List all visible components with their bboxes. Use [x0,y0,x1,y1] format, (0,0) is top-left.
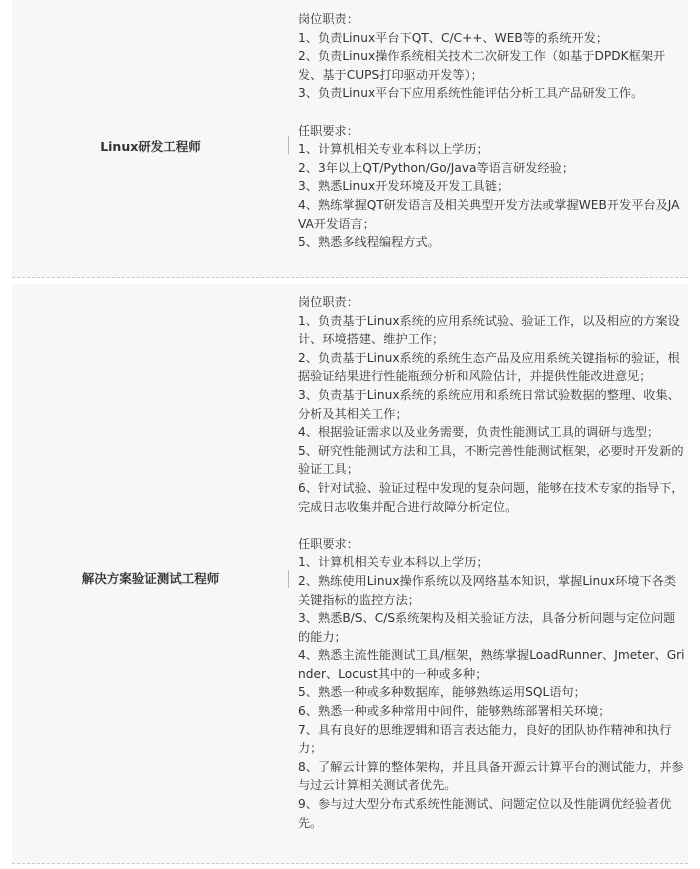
requirement-item: 1、计算机相关专业本科以上学历； [298,142,489,157]
job-title: Linux研发工程师 [100,139,201,154]
duty-item: 2、负责Linux操作系统相关技术二次研发工作（如基于DPDK框架开发、基于CUPS打印驱动开发等）； [298,49,666,82]
requirement-item: 4、熟悉主流性能测试工具/框架，熟练掌握LoadRunner、Jmeter、Grinder、Locust其中的一种或多种； [298,648,685,681]
requirement-item: 8、了解云计算的整体架构，并且具备开源云计算平台的测试能力，并参与过云计算相关测试者优先。 [298,759,684,793]
duty-item: 2、负责基于Linux系统的系统生态产品及应用系统关键指标的验证，根据验证结果进行性能瓶颈分析和风险估计，并提供性能改进意见； [298,350,680,384]
duty-item: 3、负责Linux平台下应用系统性能评估分析工具产品研发工作。 [298,86,644,101]
requirements-heading: 任职要求： [298,536,359,551]
job-description [298,10,686,252]
duty-item: 1、负责Linux平台下QT、C/C++、WEB等的系统开发； [298,30,609,45]
duty-item: 5、研究性能测试方法和工具，不断完善性能测试框架，必要时开发新的验证工具； [298,443,684,477]
job-title: 解决方案验证测试工程师 [81,571,220,586]
requirement-item: 9、参与过大型分布式系统性能测试、问题定位以及性能调优经验者优先。 [298,797,672,830]
duty-item: 6、针对试验、验证过程中发现的复杂问题，能够在技术专家的指导下，完成日志收集并配合进行故障分析定位。 [298,480,684,514]
requirement-item: 1、计算机相关专业本科以上学历； [298,555,489,570]
job-row [12,284,688,864]
job-table [12,0,688,864]
requirements-heading: 任职要求： [298,123,359,138]
requirement-item: 3、熟悉B/S、C/S系统架构及相关验证方法，具备分析问题与定位问题的能力； [298,611,676,644]
job-row [12,0,688,278]
requirement-item: 2、3年以上QT/Python/Go/Java等语言研发经验； [298,160,575,175]
requirement-item: 3、熟悉Linux开发环境及开发工具链； [298,179,510,194]
duties-heading: 岗位职责： [298,295,359,309]
requirement-item: 4、熟练掌握QT研发语言及相关典型开发方法或掌握WEB开发平台及JAVA开发语言； [298,197,680,231]
requirement-item: 7、具有良好的思维逻辑和语言表达能力，良好的团队协作精神和执行力； [298,722,672,756]
duty-item: 3、负责基于Linux系统的系统应用和系统日常试验数据的整理、收集、分析及其相关工作； [298,387,680,421]
job-description [298,293,686,832]
duties-heading: 岗位职责： [298,12,359,26]
requirement-item: 5、熟悉一种或多种数据库，能够熟练运用SQL语句； [298,685,586,700]
duty-item: 4、根据验证需求以及业务需要，负责性能测试工具的调研与选型； [298,425,660,440]
requirement-item: 2、熟练使用Linux操作系统以及网络基本知识，掌握Linux环境下各类关键指标的监控方法； [298,573,677,607]
duty-item: 1、负责基于Linux系统的应用系统试验、验证工作，以及相应的方案设计、环境搭建、维护工作； [298,313,680,347]
column-divider [288,136,289,154]
column-divider [288,570,289,588]
requirement-item: 5、熟悉多线程编程方式。 [298,235,440,250]
requirement-item: 6、熟悉一种或多种常用中间件，能够熟练部署相关环境； [298,704,611,719]
